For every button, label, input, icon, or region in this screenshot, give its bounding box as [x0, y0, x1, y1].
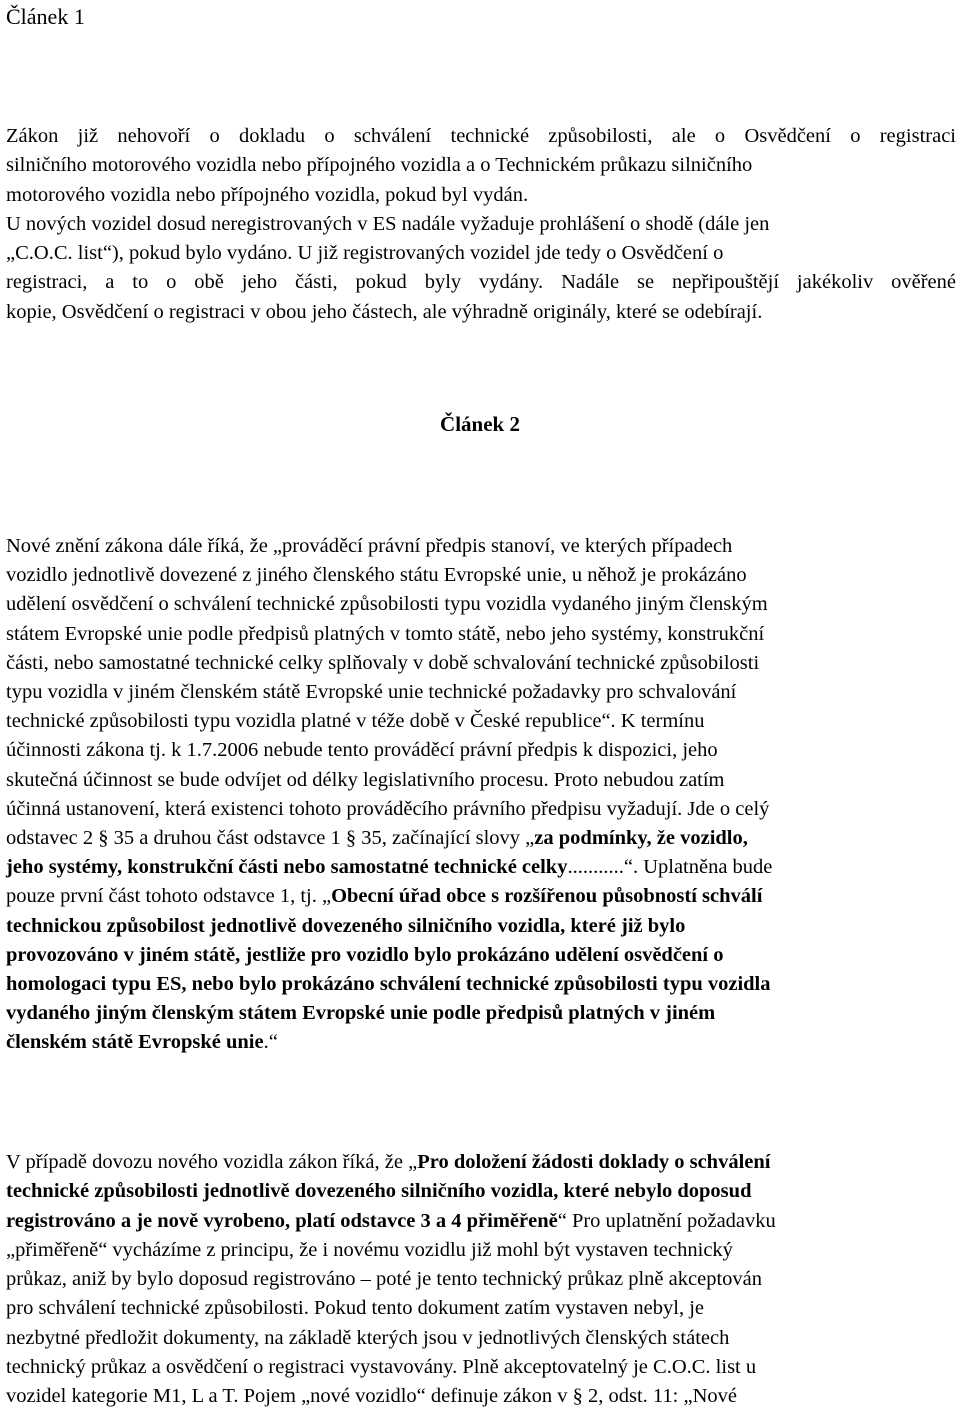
text-line: silničního motorového vozidla nebo přípojného vozidla a o Technickém průkazu silničního	[6, 154, 753, 177]
text-line: části, nebo samostatné technické celky splňovaly v době schvalování technické způsobilosti	[6, 651, 760, 674]
article-1-paragraph	[6, 122, 956, 327]
article-2-paragraph	[6, 532, 956, 1058]
text-line: účinnosti zákona tj. k 1.7.2006 nebude tento prováděcí právní předpis k dispozici, jeho	[6, 739, 718, 762]
text-line	[6, 912, 956, 941]
text-line: Nové znění zákona dále říká, že „prováděcí právní předpis stanoví, ve kterých případech	[6, 535, 733, 557]
text-line: nezbytné předložit dokumenty, na základě kterých jsou v jednotlivých členských státech	[6, 1326, 730, 1349]
bold-text: jeho systémy, konstrukční části nebo samostatné technické celky	[6, 856, 568, 879]
bold-text: technickou způsobilost jednotlivě dovezeného silničního vozidla, které již bylo	[6, 914, 686, 937]
text-line: vozidel kategorie M1, L a T. Pojem „nové vozidlo“ definuje zákon v § 2, odst. 11: „Nové	[6, 1385, 737, 1408]
text-line: motorového vozidla nebo přípojného vozidla, pokud byl vydán.	[6, 183, 529, 206]
text-segment: “ Pro uplatnění požadavku	[557, 1209, 776, 1232]
text-line	[6, 853, 956, 882]
text-line	[6, 882, 956, 911]
text-segment: ...........“. Uplatněna bude	[567, 856, 773, 879]
text-line: U nových vozidel dosud neregistrovaných v ES nadále vyžaduje prohlášení o shodě (dále jen	[6, 212, 770, 235]
bold-text: členském státě Evropské unie	[6, 1031, 264, 1054]
text-line	[6, 1177, 956, 1206]
text-segment: V případě dovozu nového vozidla zákon říká, že „	[6, 1151, 418, 1173]
text-line: „C.O.C. list“), pokud bylo vydáno. U již registrovaných vozidel jde tedy o Osvědčení o	[6, 242, 724, 265]
text-line: „přiměřeně“ vycházíme z principu, že i novému vozidlu již mohl být vystaven technický	[6, 1238, 733, 1261]
text-line	[6, 970, 956, 999]
text-line	[6, 941, 956, 970]
text-line: průkaz, aniž by bylo doposud registrováno – poté je tento technický průkaz plně akceptován	[6, 1268, 762, 1291]
bold-text: homologaci typu ES, nebo bylo prokázáno schválení technické způsobilosti typu vozidla	[6, 973, 771, 996]
text-line: skutečná účinnost se bude odvíjet od délky legislativního procesu. Proto nebudou zatím	[6, 768, 725, 791]
text-line: typu vozidla v jiném členském státě Evropské unie technické požadavky pro schvalování	[6, 681, 737, 704]
bold-text: registrováno a je nově vyrobeno, platí odstavce 3 a 4 přiměřeně	[6, 1209, 558, 1232]
text-line: udělení osvědčení o schválení technické způsobilosti typu vozidla vydaného jiným členským	[6, 593, 768, 616]
text-line: účinná ustanovení, která existenci tohoto prováděcího právního předpisu vyžadují. Jde o celý	[6, 797, 770, 820]
bold-text: Obecní úřad obce s rozšířenou působností schválí	[331, 885, 763, 908]
bold-text: vydaného jiným členským státem Evropské unie podle předpisů platných v jiném	[6, 1002, 716, 1025]
text-line	[6, 1148, 956, 1177]
text-line: registraci, a to o obě jeho části, pokud byly vydány. Nadále se nepřipouštějí jakékoliv ověřené	[6, 271, 956, 294]
text-segment: .“	[263, 1031, 278, 1054]
article-2-heading: Článek 2	[440, 412, 520, 436]
text-line	[6, 999, 956, 1028]
text-line	[6, 1207, 956, 1236]
text-line: vozidlo jednotlivě dovezené z jiného členského státu Evropské unie, u něhož je prokázáno	[6, 564, 747, 587]
import-paragraph	[6, 1148, 956, 1412]
text-line: pro schválení technické způsobilosti. Pokud tento dokument zatím vystaven nebyl, je	[6, 1297, 704, 1320]
text-line: technické způsobilosti typu vozidla platné v téže době v České republice“. K termínu	[6, 710, 705, 733]
bold-text: za podmínky, že vozidlo,	[534, 827, 748, 850]
text-line	[6, 1028, 956, 1057]
bold-text: Pro doložení žádosti doklady o schválení	[417, 1151, 771, 1173]
bold-text: provozováno v jiném státě, jestliže pro vozidlo bylo prokázáno udělení osvědčení o	[6, 943, 724, 966]
text-line: technický průkaz a osvědčení o registraci vystavovány. Plně akceptovatelný je C.O.C. list u	[6, 1356, 757, 1379]
text-line	[6, 824, 956, 853]
text-line: Zákon již nehovoří o dokladu o schválení technické způsobilosti, ale o Osvědčení o registraci	[6, 125, 956, 147]
article-1-heading: Článek 1	[6, 4, 85, 29]
text-line: kopie, Osvědčení o registraci v obou jeho částech, ale výhradně originály, které se odebírají.	[6, 300, 763, 323]
bold-text: technické způsobilosti jednotlivě dovezeného silničního vozidla, které nebylo doposud	[6, 1180, 752, 1203]
text-segment: pouze první část tohoto odstavce 1, tj. „	[6, 885, 332, 908]
text-segment: odstavec 2 § 35 a druhou část odstavce 1 § 35, začínající slovy „	[6, 827, 535, 850]
text-line: státem Evropské unie podle předpisů platných v tomto státě, nebo jeho systémy, konstrukční	[6, 622, 765, 645]
